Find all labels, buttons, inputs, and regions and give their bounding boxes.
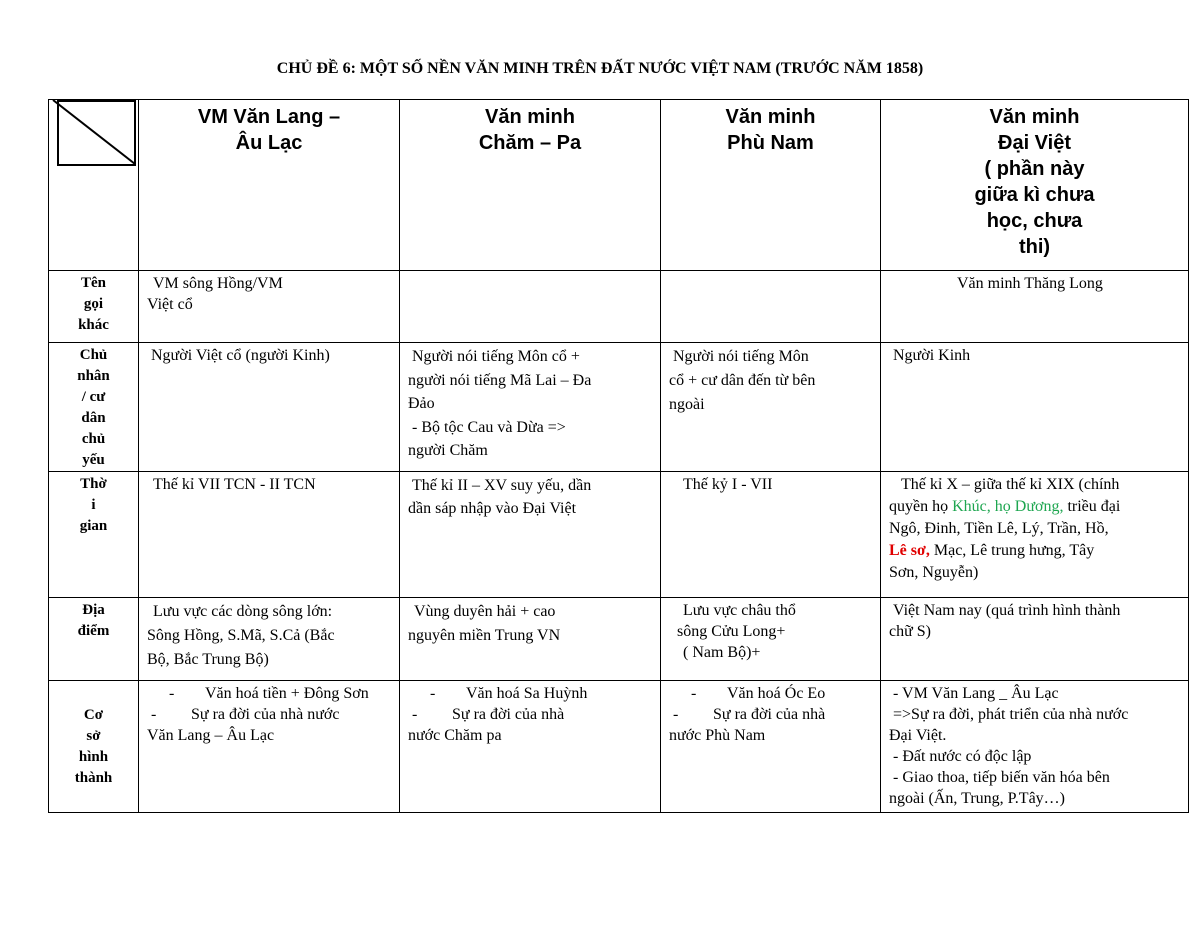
cell-chu-nhan-champa: Người nói tiếng Môn cổ + người nói tiếng Mã Lai – Đa Đảo - Bộ tộc Cau và Dừa => người Chăm (400, 343, 661, 472)
cell-dia-diem-daiviet: Việt Nam nay (quá trình hình thành chữ S) (881, 598, 1189, 681)
label-ten-goi: Tên gọi khác (49, 271, 139, 343)
cell-dia-diem-phunam: Lưu vực châu thổ sông Cửu Long+ ( Nam Bộ)+ (661, 598, 881, 681)
row-dia-diem (49, 598, 1189, 681)
cell-dia-diem-vanlang: Lưu vực các dòng sông lớn: Sông Hồng, S.Mã, S.Cả (Bắc Bộ, Bắc Trung Bộ) (139, 598, 400, 681)
cell-chu-nhan-phunam: Người nói tiếng Môn cổ + cư dân đến từ bên ngoài (661, 343, 881, 472)
cell-ten-goi-champa (400, 271, 661, 343)
label-dia-diem: Địa điểm (49, 598, 139, 681)
header-champa: Văn minh Chăm – Pa (400, 100, 661, 271)
cell-ten-goi-vanlang: VM sông Hồng/VM Việt cổ (139, 271, 400, 343)
cell-thoi-gian-champa: Thế kỉ II – XV suy yếu, dần dần sáp nhập vào Đại Việt (400, 472, 661, 598)
header-row (49, 100, 1189, 271)
header-phunam: Văn minh Phù Nam (661, 100, 881, 271)
row-co-so (49, 681, 1189, 813)
corner-cell (49, 100, 139, 271)
header-vanlang: VM Văn Lang – Âu Lạc (139, 100, 400, 271)
cell-co-so-daiviet: - VM Văn Lang _ Âu Lạc =>Sự ra đời, phát triển của nhà nước Đại Việt. - Đất nước có độc lập - Giao thoa, tiếp biến văn hóa bên ngoài (Ấn, Trung, P.Tây…) (881, 681, 1189, 813)
cell-thoi-gian-vanlang: Thế kỉ VII TCN - II TCN (139, 472, 400, 598)
cell-co-so-champa: - Văn hoá Sa Huỳnh - Sự ra đời của nhà nước Chăm pa (400, 681, 661, 813)
label-chu-nhan: Chủ nhân / cư dân chủ yếu (49, 343, 139, 472)
cell-chu-nhan-daiviet: Người Kinh (881, 343, 1189, 472)
cell-thoi-gian-phunam: Thế kỷ I - VII (661, 472, 881, 598)
cell-co-so-vanlang: - Văn hoá tiền + Đông Sơn - Sự ra đời của nhà nước Văn Lang – Âu Lạc (139, 681, 400, 813)
diagonal-line-icon (49, 100, 139, 166)
label-thoi-gian: Thờ i gian (49, 472, 139, 598)
cell-ten-goi-daiviet: Văn minh Thăng Long (881, 271, 1189, 343)
cell-chu-nhan-vanlang: Người Việt cổ (người Kinh) (139, 343, 400, 472)
row-chu-nhan (49, 343, 1189, 472)
row-ten-goi (49, 271, 1189, 343)
green-highlight: Khúc, họ Dương, (952, 498, 1064, 515)
page-title: CHỦ ĐỀ 6: MỘT SỐ NỀN VĂN MINH TRÊN ĐẤT NƯỚC VIỆT NAM (TRƯỚC NĂM 1858) (276, 60, 924, 77)
header-daiviet: Văn minh Đại Việt ( phần này giữa kì chưa học, chưa thi) (881, 100, 1189, 271)
cell-ten-goi-phunam (661, 271, 881, 343)
red-highlight: Lê sơ, (889, 542, 930, 559)
cell-dia-diem-champa: Vùng duyên hải + cao nguyên miền Trung VN (400, 598, 661, 681)
label-co-so: Cơ sở hình thành (49, 681, 139, 813)
row-thoi-gian (49, 472, 1189, 598)
cell-thoi-gian-daiviet: Thế kỉ X – giữa thế kỉ XIX (chính quyền họ Khúc, họ Dương, triều đại Ngô, Đinh, Tiền Lê, Lý, Trần, Hồ, Lê sơ, Mạc, Lê trung hưng, Tây Sơn, Nguyễn) (881, 472, 1189, 598)
civilization-table (48, 99, 1189, 813)
cell-co-so-phunam: - Văn hoá Óc Eo - Sự ra đời của nhà nước Phù Nam (661, 681, 881, 813)
